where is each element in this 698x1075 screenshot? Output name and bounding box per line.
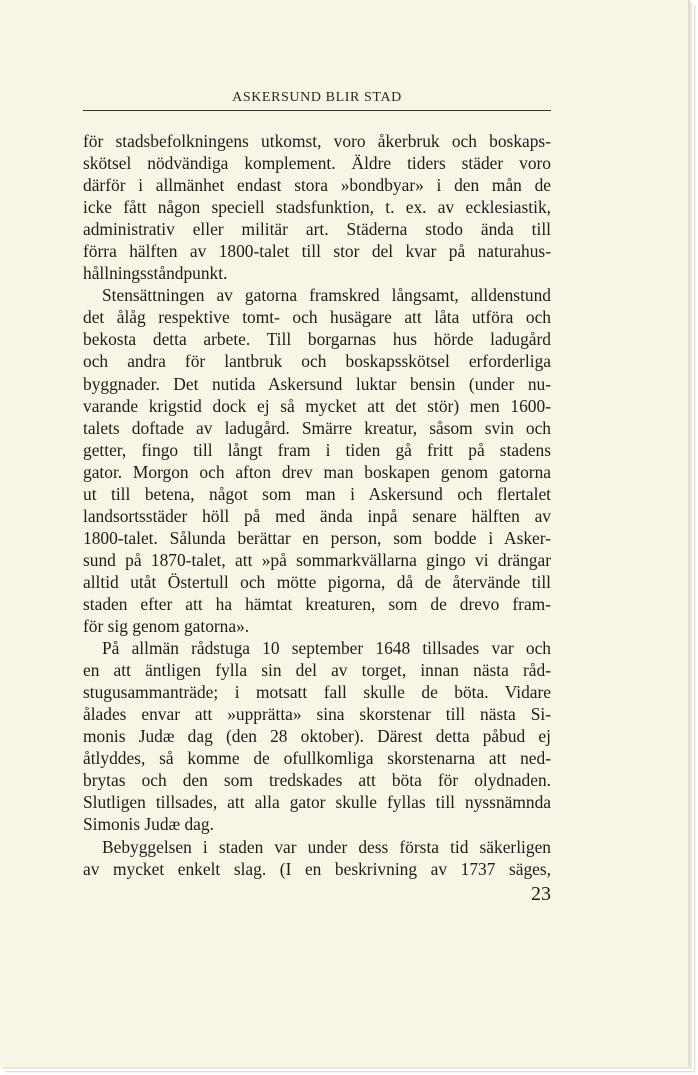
text-line: landsortsstäder höll på med ända inpå senare hälften av bbox=[83, 505, 551, 526]
text-line: hållningsståndpunkt. bbox=[83, 263, 228, 284]
text-line: icke fått någon speciell stadsfunktion, t. ex. av ecklesiastik, bbox=[83, 197, 551, 218]
text-line: alltid utåt Östertull och mötte pigorna, då de återvände till bbox=[83, 571, 551, 592]
text-line: På allmän rådstuga 10 september 1648 tillsades var och bbox=[102, 638, 551, 659]
text-line: getter, fingo till långt fram i tiden gå fritt på stadens bbox=[83, 439, 551, 460]
text-line: bekosta detta arbete. Till borgarnas hus hörde ladugård bbox=[83, 329, 551, 350]
text-line: stugusammanträde; i motsatt fall skulle de böta. Vidare bbox=[83, 682, 551, 703]
text-line: administrativ eller militär art. Städerna stodo ända till bbox=[83, 219, 551, 240]
body-text bbox=[83, 130, 551, 880]
text-line: åtlyddes, så komme de ofullkomliga skorstenarna att ned- bbox=[83, 748, 551, 769]
text-line: av mycket enkelt slag. (I en beskrivning av 1737 säges, bbox=[83, 858, 551, 879]
text-line: Stensättningen av gatorna framskred långsamt, alldenstund bbox=[102, 285, 551, 306]
text-line: 1800-talet. Sålunda berättar en person, som bodde i Asker- bbox=[83, 527, 551, 548]
text-line: förra hälften av 1800-talet till stor del kvar på naturahus- bbox=[83, 241, 551, 262]
text-line: skötsel nödvändiga komplement. Äldre tiders städer voro bbox=[83, 153, 551, 174]
text-line: för sig genom gatorna». bbox=[83, 616, 250, 637]
text-line: och andra för lantbruk och boskapsskötsel erforderliga bbox=[83, 351, 551, 372]
text-line: sund på 1870-talet, att »på sommarkvällarna gingo vi drängar bbox=[83, 549, 551, 570]
text-line: Simonis Judæ dag. bbox=[83, 814, 214, 835]
page-number: 23 bbox=[531, 883, 551, 905]
text-line: ut till betena, något som man i Askersund och flertalet bbox=[83, 483, 551, 504]
text-line: gator. Morgon och afton drev man boskapen genom gatorna bbox=[83, 461, 551, 482]
text-line: varande krigstid dock ej så mycket att det stör) men 1600- bbox=[83, 395, 551, 416]
header-rule bbox=[83, 110, 551, 111]
text-line: därför i allmänhet endast stora »bondbyar» i den mån de bbox=[83, 175, 551, 196]
text-line: monis Judæ dag (den 28 oktober). Därest detta påbud ej bbox=[83, 726, 551, 747]
text-line: för stadsbefolkningens utkomst, voro åkerbruk och boskaps- bbox=[83, 131, 551, 151]
text-line: Bebyggelsen i staden var under dess första tid säkerligen bbox=[102, 836, 551, 857]
text-line: Slutligen tillsades, att alla gator skulle fyllas till nyssnämnda bbox=[83, 792, 551, 813]
text-line: en att äntligen fylla sin del av torget, innan nästa råd- bbox=[83, 660, 551, 681]
text-line: byggnader. Det nutida Askersund luktar bensin (under nu- bbox=[83, 373, 551, 394]
text-line: talets doftade av ladugård. Smärre kreatur, såsom svin och bbox=[83, 417, 551, 438]
text-line: staden efter att ha hämtat kreaturen, som de drevo fram- bbox=[83, 593, 551, 614]
text-line: det ålåg respektive tomt- och husägare att låta utföra och bbox=[83, 307, 551, 328]
text-line: ålades envar att »upprätta» sina skorstenar till nästa Si- bbox=[83, 704, 551, 725]
text-line: brytas och den som tredskades att böta för olydnaden. bbox=[83, 770, 551, 791]
running-head: ASKERSUND BLIR STAD bbox=[232, 90, 402, 105]
